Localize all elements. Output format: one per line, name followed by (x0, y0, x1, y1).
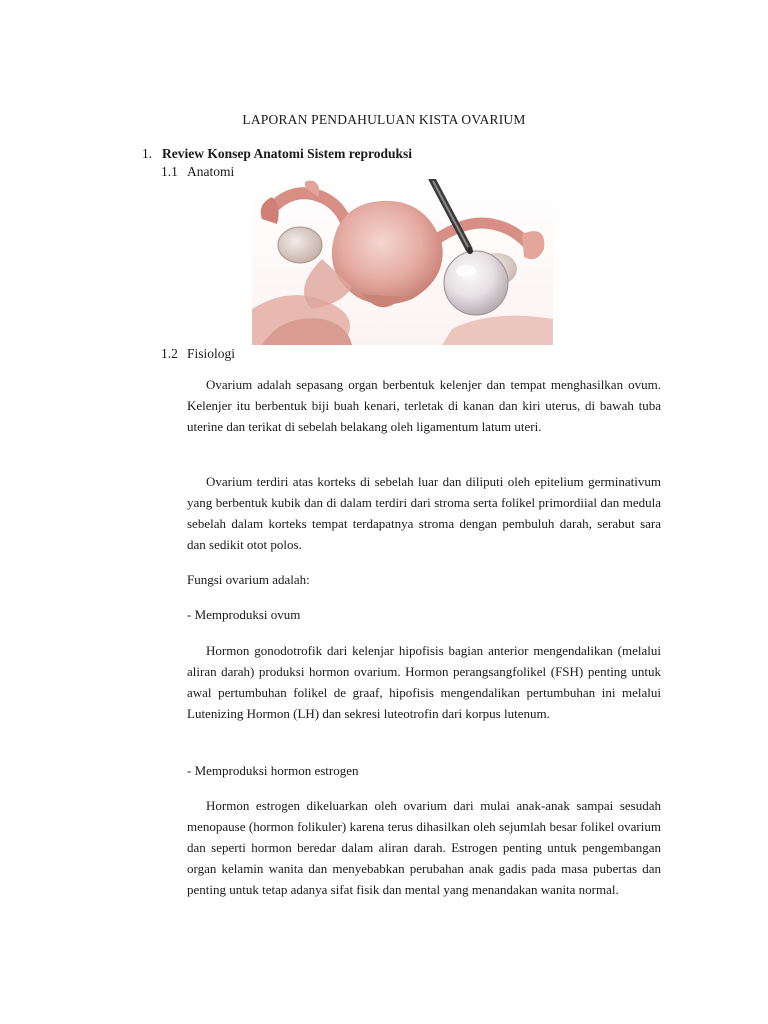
list-item-estrogen: - Memproduksi hormon estrogen (187, 763, 359, 778)
subsection-label: Fisiologi (187, 346, 236, 361)
document-title: LAPORAN PENDAHULUAN KISTA OVARIUM (242, 112, 526, 127)
paragraph-hormon-estrogen: Hormon estrogen dikeluarkan oleh ovarium dari mulai anak-anak sampai sesudah menopause (hormon folikuler) karena terus dihasilkan oleh sejumlah besar folikel ovarium dan seperti hormon beredar dalam aliran darah. Estrogen penting untuk pengembangan organ kelamin wanita dan menyebabkan perubahan anak gadis pada masa pubertas dan penting untuk tetap adanya sifat fisik dan mental yang menandakan wanita normal. (187, 798, 661, 897)
subsection-number: 1.1 (161, 164, 178, 179)
subsection-fisiologi (161, 346, 235, 362)
ovary-cyst-anatomy-illustration (252, 179, 553, 345)
subsection-label: Anatomi (187, 164, 235, 179)
subsection-anatomi (161, 164, 234, 180)
anatomy-figure-svg (252, 179, 553, 345)
section-heading (142, 146, 412, 162)
paragraph-ovarium-structure: Ovarium terdiri atas korteks di sebelah luar dan diliputi oleh epitelium germinativum yang berbentuk kubik dan di dalam terdiri dari stroma serta folikel primordiial dan medula sebelah dalam korteks tempat terdapatnya stroma dengan pembuluh darah, serabut sara dan sedikit otot polos. (187, 474, 661, 552)
section-number: 1. (142, 146, 153, 161)
fungsi-heading: Fungsi ovarium adalah: (187, 572, 310, 587)
paragraph-hormon-gonadotrofik: Hormon gonodotrofik dari kelenjar hipofisis bagian anterior mengendalikan (melalui aliran darah) produksi hormon ovarium. Hormon perangsangfolikel (FSH) penting untuk awal pertumbuhan folikel de graaf, hipofisis mengendalikan pertumbuhan ini melalui Lutenizing Hormon (LH) dan sekresi luteotrofin dari korpus lutenum. (187, 643, 661, 721)
subsection-number: 1.2 (161, 346, 178, 361)
list-item-ovum: - Memproduksi ovum (187, 607, 301, 622)
section-title: Review Konsep Anatomi Sistem reproduksi (162, 146, 413, 161)
paragraph-ovarium-definition: Ovarium adalah sepasang organ berbentuk kelenjer dan tempat menghasilkan ovum. Kelenjer itu berbentuk biji buah kenari, terletak di kanan dan kiri uterus, di bawah tuba uterine dan terikat di sebelah belakang oleh ligamentum latum uteri. (187, 377, 661, 434)
